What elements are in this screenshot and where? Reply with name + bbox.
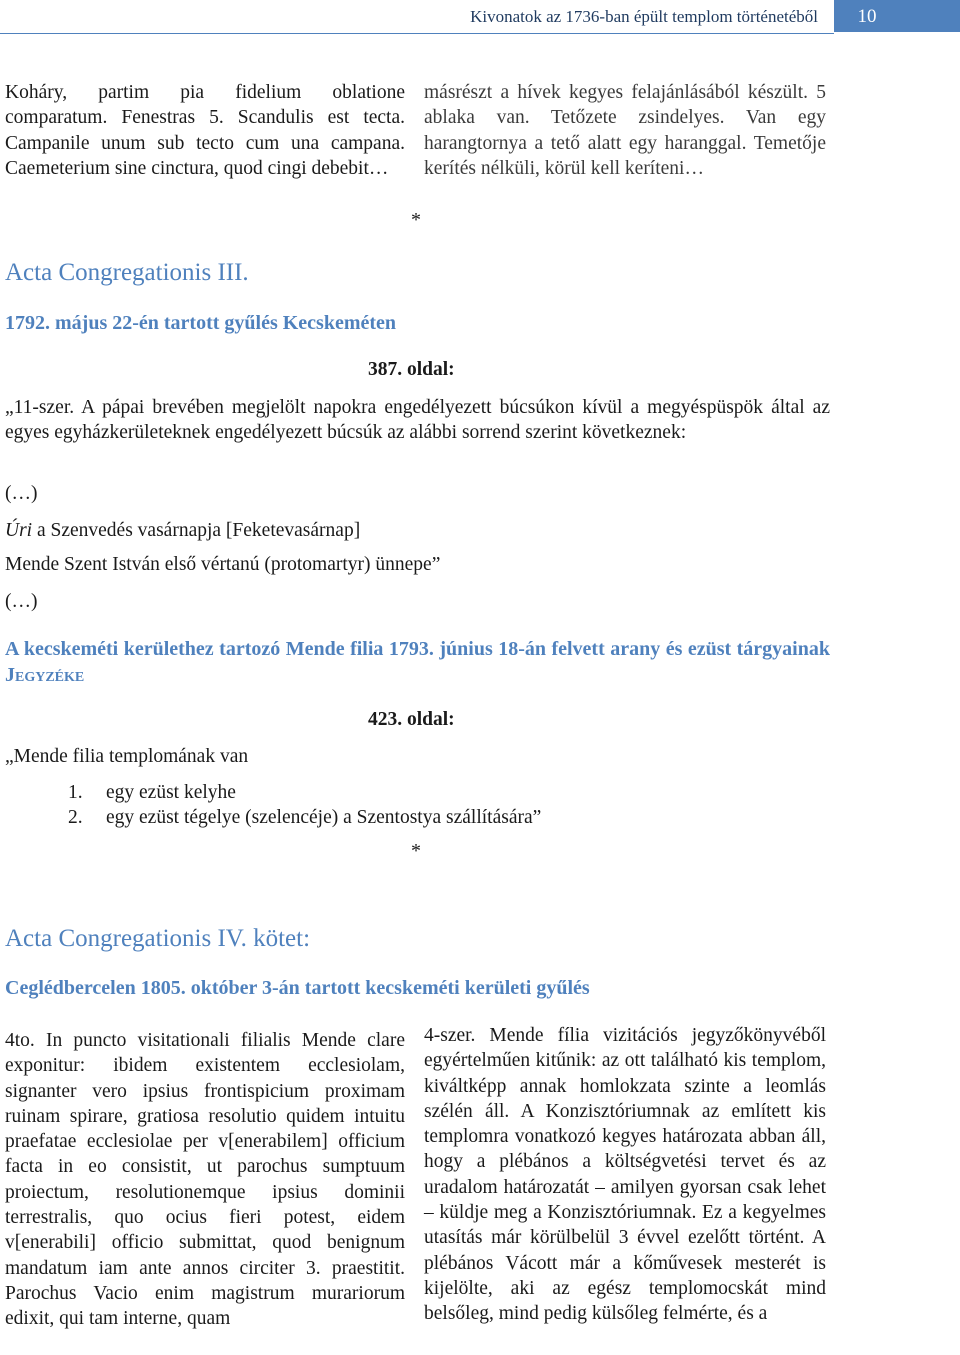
ellipsis-2: (…) xyxy=(5,591,38,612)
inventory-heading-text: A kecskeméti kerülethez tartozó Mende filia 1793. június 18-án felvett arany és ezüst tárgyainak xyxy=(5,638,830,660)
uri-label: Úri xyxy=(5,520,33,541)
inventory-heading-caps: Jegyzéke xyxy=(5,664,85,686)
acta4-heading: Acta Congregationis IV. kötet: xyxy=(5,925,311,952)
line-uri xyxy=(5,518,830,543)
list-item: 1. egy ezüst kelyhe xyxy=(68,782,236,803)
ellipsis-1: (…) xyxy=(5,483,38,504)
inventory-intro: „Mende filia templomának van xyxy=(5,746,249,767)
acta4-subheading: Ceglédbercelen 1805. október 3-án tartott kecskeméti kerületi gyűlés xyxy=(5,977,590,999)
inventory-list xyxy=(68,780,541,831)
inventory-separator: * xyxy=(411,840,421,862)
acta3-page-ref: 387. oldal: xyxy=(368,359,455,380)
hungarian-text-bottom: 4-szer. Mende fília vizitációs jegyzőkönyvéből egyértelműen kitűnik: az ott található kis templom, kiváltképp annak homlokzata szinte a leomlás szélén áll. A Konzisztóriumnak az említett kis templomra vonatkozó kegyes határozata abban áll, hogy a plébános a költségvetési tervet és az uradalom határozatát – amilyen gyorsan csak lehet – küldje meg a Konzisztóriumnak. Ez a kegyelmes utasítás már körülbelül 3 évvel ezelőtt történt. A plébános Vácott már a kőművesek mesterét is kijelölte, aki az egész templomocskát mind belsőleg, mind pedig külsőleg felmérte, és a xyxy=(424,1025,826,1325)
list-item: 2. egy ezüst tégelye (szelencéje) a Szentostya szállítására” xyxy=(68,807,542,829)
page-number-badge xyxy=(834,0,960,32)
acta3-quote: „11-szer. A pápai brevében megjelölt napokra engedélyezett búcsúkon kívül a megyéspüspök által az egyes egyházkerületeknek engedélyezett búcsúk az alábbi sorrend szerint következnek: xyxy=(5,397,830,444)
acta3-subheading: 1792. május 22-én tartott gyűlés Kecskeméten xyxy=(5,312,397,334)
running-title: Kivonatok az 1736-ban épült templom történetéből xyxy=(470,7,818,26)
header-rule xyxy=(0,33,834,34)
acta3-heading: Acta Congregationis III. xyxy=(5,259,249,286)
uri-text: a Szenvedés vasárnapja [Feketevasárnap] xyxy=(32,520,361,541)
section-separator: * xyxy=(411,209,421,231)
inventory-heading xyxy=(5,636,830,688)
latin-text-top: Koháry, partim pia fidelium oblatione comparatum. Fenestras 5. Scandulis est tecta. Campanile unum sub tecto cum una campana. Caemeterium sine cinctura, quod cingi debebit… xyxy=(5,82,405,179)
line-mende: Mende Szent István első vértanú (protomartyr) ünnepe” xyxy=(5,554,441,575)
latin-text-bottom: 4to. In puncto visitationali filialis Mende clare exponitur: ibidem existentem ecclesiolam, signanter vero ipsius frontispicium proximam ruinam spirare, gratiosa resolutio quidem intuitu praefatae ecclesiolae per v[enerabilem] officium facta in eo consistit, ut parochus sumptuum proiectum, resolutionemque ipsius dominii terrestralis, quo ocius fieri potest, eidem v[enerabili] officio submittat, quod benignum mandatum iam ante annos circiter 3. praestitit. Parochus Vacio enim magistrum murariorum edixit, qui tam interne, quam xyxy=(5,1030,405,1330)
page-header xyxy=(0,0,960,34)
hungarian-text-top: másrészt a hívek kegyes felajánlásából készült. 5 ablaka van. Tetőzete zsindelyes. Van egy harangtornya a tető alatt egy haranggal. Temetője kerítés nélküli, körül kell keríteni… xyxy=(424,82,826,179)
page-number: 10 xyxy=(857,6,877,27)
inventory-page-ref: 423. oldal: xyxy=(368,709,455,730)
